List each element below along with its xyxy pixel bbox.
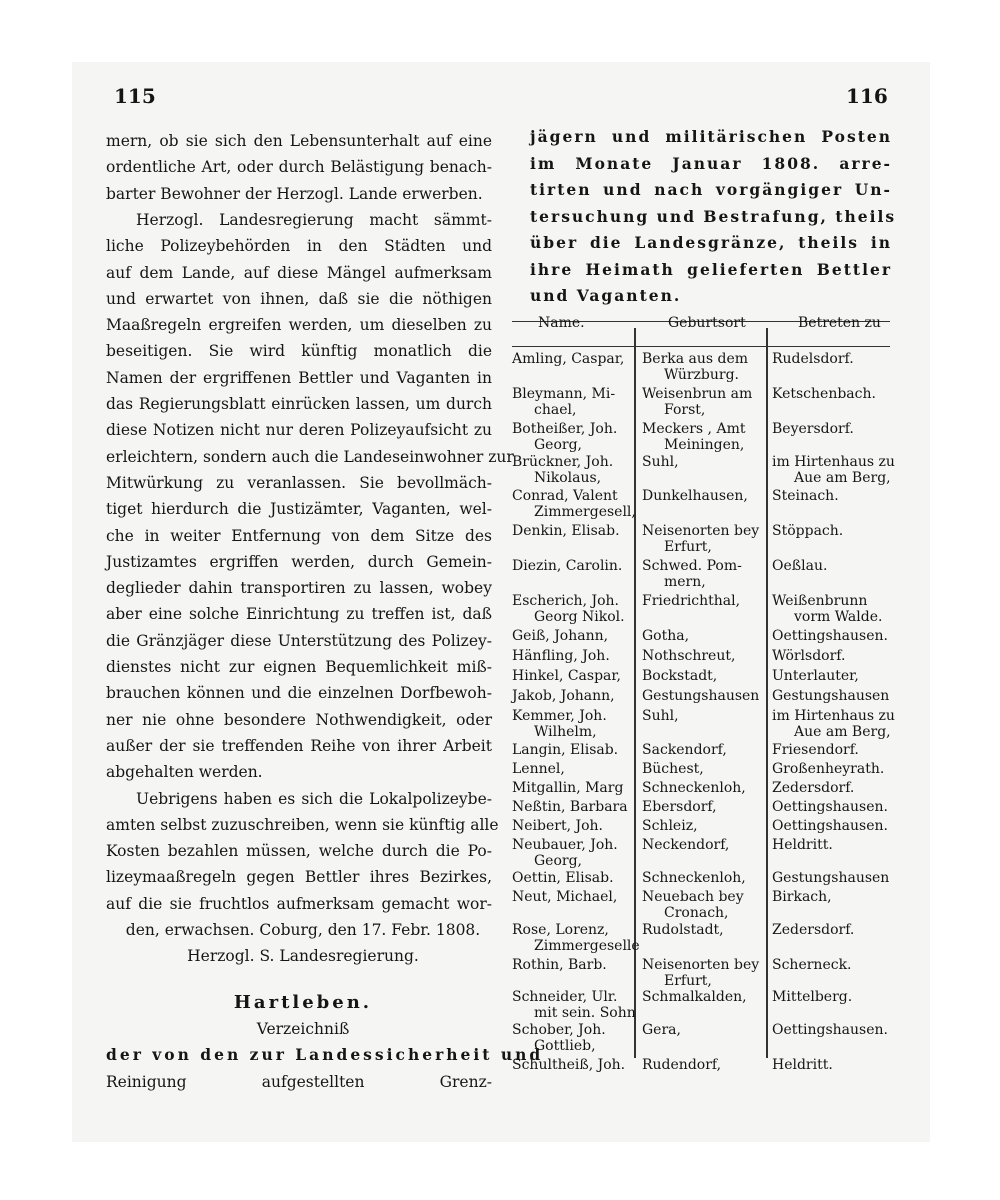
cell-birthplace: Neisenorten bey [642, 523, 760, 539]
cell-name: chael, [534, 402, 577, 418]
text-line: abgehalten werden. [106, 763, 263, 782]
cell-birthplace: Büchest, [642, 761, 704, 777]
cell-birthplace: Gotha, [642, 628, 690, 644]
text-line: dienstes nicht zur eignen Bequemlichkeit miß- [106, 658, 492, 676]
heading-line: tirten und nach vorgängiger Un- [530, 180, 892, 199]
page-number-left: 115 [114, 84, 156, 108]
cell-caught-at: Stöppach. [772, 523, 844, 539]
page-number-right: 116 [846, 84, 888, 108]
cell-name: Rothin, Barb. [512, 957, 607, 973]
cell-caught-at: Scherneck. [772, 957, 852, 973]
cell-name: Schneider, Ulr. [512, 989, 618, 1005]
cell-birthplace: Forst, [664, 402, 706, 418]
cell-caught-at: Oettingshausen. [772, 1022, 888, 1038]
cell-name: Denkin, Elisab. [512, 523, 620, 539]
cell-birthplace: Neuebach bey [642, 889, 744, 905]
cell-name: Brückner, Joh. [512, 454, 614, 470]
text-line: deglieder dahin transportiren zu lassen, wobey [106, 579, 492, 598]
cell-name: Neubauer, Joh. [512, 837, 618, 853]
text-line: der von den zur Landessicherheit und [106, 1045, 544, 1065]
cell-caught-at: im Hirtenhaus zu [772, 454, 895, 470]
cell-name: Langin, Elisab. [512, 742, 619, 758]
cell-name: Neibert, Joh. [512, 818, 603, 834]
cell-caught-at: Friesendorf. [772, 742, 859, 758]
cell-birthplace: Schmalkalden, [642, 989, 747, 1005]
cell-birthplace: Meckers , Amt [642, 421, 746, 437]
heading-line: tersuchung und Bestrafung, theils [530, 206, 897, 226]
text-line: barter Bewohner der Herzogl. Lande erwerben. [106, 184, 483, 203]
cell-caught-at: Heldritt. [772, 1057, 833, 1073]
cell-caught-at: im Hirtenhaus zu [772, 708, 895, 724]
table-column-divider-2 [766, 328, 768, 1058]
cell-birthplace: Dunkelhausen, [642, 488, 748, 504]
text-line: liche Polizeybehörden in den Städten und [106, 237, 492, 256]
cell-name: Mitgallin, Marg [512, 780, 624, 796]
heading-line: und Vaganten. [530, 286, 682, 305]
cell-name: Hänfling, Joh. [512, 648, 610, 664]
cell-caught-at: Oettingshausen. [772, 818, 888, 834]
cell-caught-at: vorm Walde. [794, 609, 883, 625]
text-line: Mitwürkung zu veranlassen. Sie bevollmäch- [106, 473, 492, 492]
text-line: erleichtern, sondern auch die Landeseinwohner zur [106, 447, 514, 466]
cell-caught-at: Birkach, [772, 889, 832, 905]
cell-birthplace: Nothschreut, [642, 648, 736, 664]
text-line: lizeymaaßregeln gegen Bettler ihres Bezirkes, [106, 868, 492, 887]
cell-birthplace: Suhl, [642, 454, 679, 470]
table-header-name: Name. [538, 315, 585, 331]
text-line: Herzogl. S. Landesregierung. [187, 947, 419, 966]
text-line: auf dem Lande, auf diese Mängel aufmerksam [106, 263, 492, 282]
cell-birthplace: Sackendorf, [642, 742, 727, 758]
cell-birthplace: Berka aus dem [642, 351, 749, 367]
text-line: Verzeichniß [256, 1019, 350, 1038]
cell-name: Nikolaus, [534, 470, 602, 486]
cell-caught-at: Unterlauter, [772, 668, 859, 684]
table-header-birthplace: Geburtsort [668, 315, 746, 331]
text-line: Maaßregeln ergreifen werden, um dieselben zu [106, 316, 492, 335]
text-line: Namen der ergriffenen Bettler und Vaganten in [106, 368, 492, 387]
cell-name: Neßtin, Barbara [512, 799, 628, 815]
cell-birthplace: Neckendorf, [642, 837, 730, 853]
text-line: das Regierungsblatt einrücken lassen, um durch [106, 395, 492, 413]
cell-name: Rose, Lorenz, [512, 922, 609, 938]
cell-name: Diezin, Carolin. [512, 558, 623, 574]
cell-name: Bleymann, Mi- [512, 386, 616, 402]
cell-name: Zimmergeselle [534, 938, 640, 954]
cell-name: mit sein. Sohn [534, 1005, 636, 1021]
text-line: die Gränzjäger diese Unterstützung des Polizey- [106, 631, 492, 650]
cell-caught-at: Großenheyrath. [772, 761, 885, 777]
heading-line: im Monate Januar 1808. arre- [530, 153, 892, 173]
text-line: Hartleben. [233, 991, 373, 1013]
cell-name: Georg Nikol. [534, 609, 625, 625]
heading-line: ihre Heimath gelieferten Bettler [530, 259, 892, 279]
text-line: mern, ob sie sich den Lebensunterhalt auf eine [106, 132, 492, 150]
cell-birthplace: Erfurt, [664, 539, 712, 555]
cell-name: Georg, [534, 853, 583, 869]
cell-name: Amling, Caspar, [512, 351, 625, 367]
text-line: Uebrigens haben es sich die Lokalpolizeybe- [136, 789, 492, 808]
text-line: amten selbst zuzuschreiben, wenn sie künftig alle [106, 815, 499, 834]
cell-name: Gottlieb, [534, 1038, 596, 1054]
cell-birthplace: Schneckenloh, [642, 870, 746, 886]
cell-name: Botheißer, Joh. [512, 421, 618, 437]
cell-name: Schober, Joh. [512, 1022, 606, 1038]
cell-name: Neut, Michael, [512, 889, 618, 905]
cell-birthplace: Bockstadt, [642, 668, 718, 684]
cell-caught-at: Weißenbrunn [772, 593, 868, 609]
cell-caught-at: Rudelsdorf. [772, 351, 854, 367]
cell-caught-at: Heldritt. [772, 837, 833, 853]
cell-caught-at: Oettingshausen. [772, 628, 888, 644]
text-line: ordentliche Art, oder durch Belästigung benach- [106, 158, 492, 177]
text-line: ner nie ohne besondere Nothwendigkeit, oder [106, 710, 492, 729]
text-line: aber eine solche Einrichtung zu treffen ist, daß [106, 605, 492, 624]
cell-name: Geiß, Johann, [512, 628, 609, 644]
text-line: beseitigen. Sie wird künftig monatlich die [106, 342, 492, 361]
text-line: auf die sie fruchtlos aufmerksam gemacht wor- [106, 894, 492, 913]
cell-caught-at: Aue am Berg, [794, 724, 891, 740]
cell-name: Kemmer, Joh. [512, 708, 607, 724]
text-line: diese Notizen nicht nur deren Polizeyaufsicht zu [106, 421, 492, 440]
cell-caught-at: Beyersdorf. [772, 421, 854, 437]
cell-birthplace: Schwed. Pom- [642, 558, 742, 574]
cell-caught-at: Oeßlau. [772, 558, 828, 574]
table-header-caught-at: Betreten zu [798, 315, 881, 331]
heading-line: über die Landesgränze, theils in [530, 233, 892, 252]
text-line: tiget hierdurch die Justizämter, Vaganten, wel- [106, 500, 492, 519]
cell-name: Hinkel, Caspar, [512, 668, 622, 684]
cell-birthplace: Neisenorten bey [642, 957, 760, 973]
cell-birthplace: Gestungshausen [642, 688, 760, 704]
text-line: brauchen können und die einzelnen Dorfbewoh- [106, 684, 492, 703]
heading-line: jägern und militärischen Posten [530, 127, 892, 146]
cell-caught-at: Aue am Berg, [794, 470, 891, 486]
cell-caught-at: Ketschenbach. [772, 386, 876, 402]
cell-name: Escherich, Joh. [512, 593, 619, 609]
cell-birthplace: Schleiz, [642, 818, 698, 834]
cell-name: Jakob, Johann, [512, 688, 615, 704]
cell-name: Schultheiß, Joh. [512, 1057, 626, 1073]
text-line: und erwartet von ihnen, daß sie die nöthigen [106, 289, 492, 308]
cell-caught-at: Wörlsdorf. [772, 648, 846, 664]
text-line: Reinigung aufgestellten Grenz- [106, 1072, 492, 1091]
cell-birthplace: Suhl, [642, 708, 679, 724]
cell-caught-at: Steinach. [772, 488, 839, 504]
cell-birthplace: mern, [664, 574, 706, 590]
cell-birthplace: Weisenbrun am [642, 386, 753, 402]
text-line: außer der sie treffenden Reihe von ihrer Arbeit [106, 736, 492, 755]
cell-name: Georg, [534, 437, 583, 453]
cell-name: Oettin, Elisab. [512, 870, 614, 886]
cell-name: Lennel, [512, 761, 565, 777]
cell-caught-at: Gestungshausen [772, 870, 890, 886]
cell-caught-at: Zedersdorf. [772, 922, 855, 938]
cell-caught-at: Mittelberg. [772, 989, 853, 1005]
cell-birthplace: Meiningen, [664, 437, 745, 453]
cell-caught-at: Gestungshausen [772, 688, 890, 704]
cell-name: Wilhelm, [534, 724, 597, 740]
text-line: Herzogl. Landesregierung macht sämmt- [136, 210, 492, 229]
text-line: Kosten bezahlen müssen, welche durch die Po- [106, 842, 492, 861]
table-header-rule [512, 346, 890, 347]
cell-caught-at: Zedersdorf. [772, 780, 855, 796]
cell-birthplace: Gera, [642, 1022, 681, 1038]
text-line: Justizamtes ergriffen werden, durch Gemein- [106, 552, 492, 571]
cell-name: Zimmergesell, [534, 504, 636, 520]
cell-birthplace: Schneckenloh, [642, 780, 746, 796]
text-line: den, erwachsen. Coburg, den 17. Febr. 1808. [125, 921, 481, 939]
cell-caught-at: Oettingshausen. [772, 799, 888, 815]
cell-birthplace: Cronach, [664, 905, 729, 921]
cell-birthplace: Rudendorf, [642, 1057, 722, 1073]
cell-birthplace: Würzburg. [664, 367, 739, 383]
cell-birthplace: Rudolstadt, [642, 922, 724, 938]
cell-name: Conrad, Valent [512, 488, 618, 504]
cell-birthplace: Ebersdorf, [642, 799, 717, 815]
cell-birthplace: Friedrichthal, [642, 593, 741, 609]
cell-birthplace: Erfurt, [664, 973, 712, 989]
text-line: che in weiter Entfernung von dem Sitze des [106, 526, 492, 545]
